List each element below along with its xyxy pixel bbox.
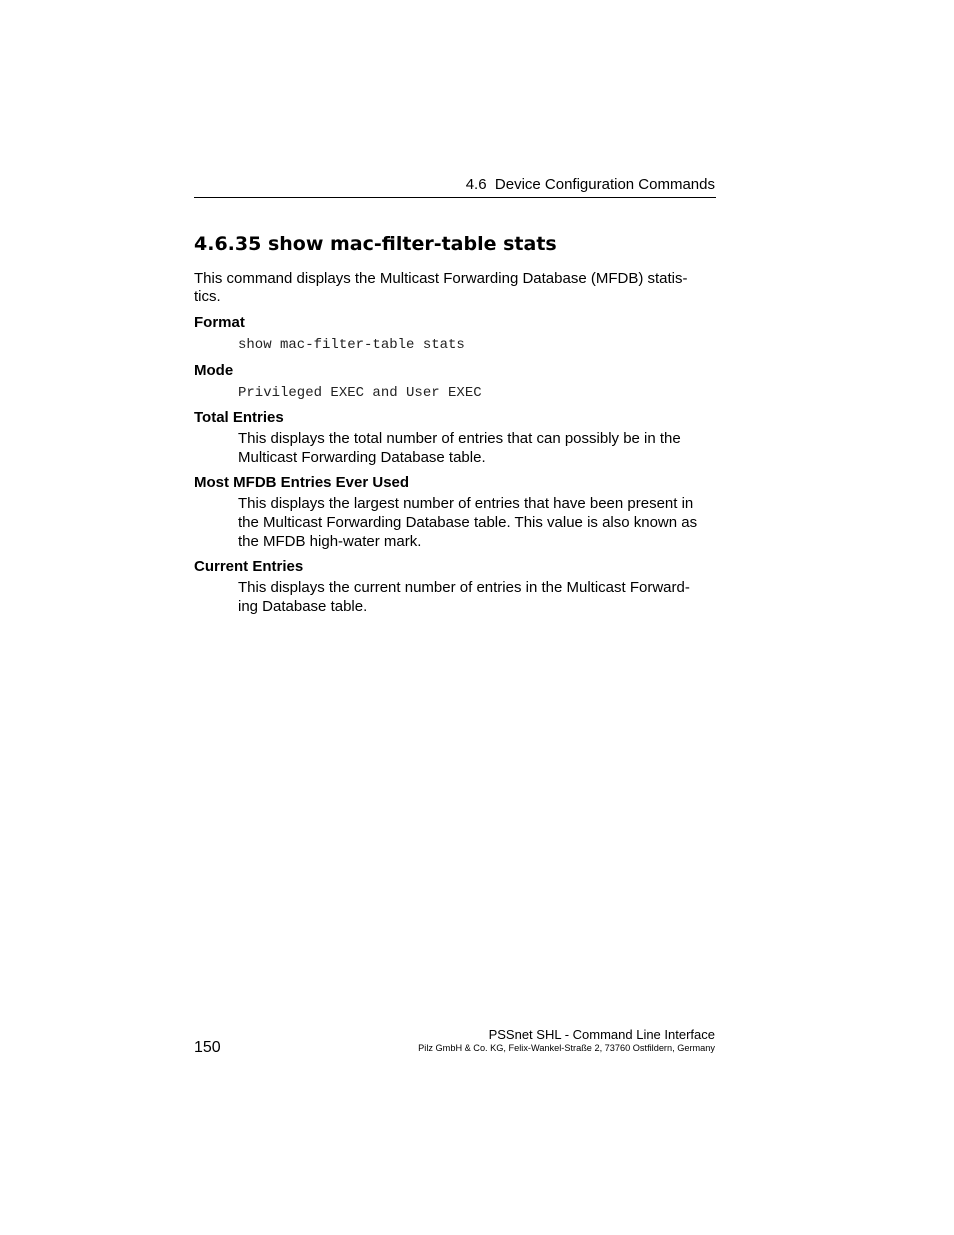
field-desc-current-entries — [238, 578, 716, 616]
page-number: 150 — [194, 1039, 221, 1056]
mode-code: Privileged EXEC and User EXEC — [238, 385, 482, 401]
mode-label: Mode — [194, 362, 234, 379]
intro-line: tics. — [194, 288, 221, 305]
desc-line: Multicast Forwarding Database table. — [238, 449, 486, 466]
field-desc-most-mfdb-entries — [238, 494, 716, 551]
format-code: show mac-filter-table stats — [238, 337, 465, 353]
field-term-most-mfdb-entries: Most MFDB Entries Ever Used — [194, 474, 410, 491]
field-desc-total-entries — [238, 429, 716, 467]
running-header — [466, 176, 715, 193]
desc-line: the Multicast Forwarding Database table. This value is also known as — [238, 514, 698, 531]
header-section-number: 4.6 — [465, 176, 487, 193]
field-term-current-entries: Current Entries — [194, 558, 304, 575]
desc-line: the MFDB high-water mark. — [238, 533, 422, 550]
section-title: show mac-filter-table stats — [267, 233, 557, 255]
header-rule — [194, 197, 716, 198]
desc-line: This displays the current number of entries in the Multicast Forward- — [238, 579, 690, 596]
intro-line: This command displays the Multicast Forwarding Database (MFDB) statis- — [194, 270, 688, 287]
footer-company: Pilz GmbH & Co. KG, Felix-Wankel-Straße 2, 73760 Ostfildern, Germany — [418, 1043, 715, 1053]
desc-line: This displays the total number of entries that can possibly be in the — [238, 430, 681, 447]
desc-line: This displays the largest number of entries that have been present in — [238, 495, 694, 512]
footer-product: PSSnet SHL - Command Line Interface — [488, 1027, 715, 1042]
section-number: 4.6.35 — [194, 233, 262, 255]
page-content — [194, 232, 716, 616]
intro-paragraph — [194, 270, 716, 306]
section-heading — [194, 232, 716, 256]
header-section-title: Device Configuration Commands — [494, 176, 715, 193]
format-label: Format — [194, 314, 245, 331]
desc-line: ing Database table. — [238, 598, 368, 615]
field-term-total-entries: Total Entries — [194, 409, 284, 426]
